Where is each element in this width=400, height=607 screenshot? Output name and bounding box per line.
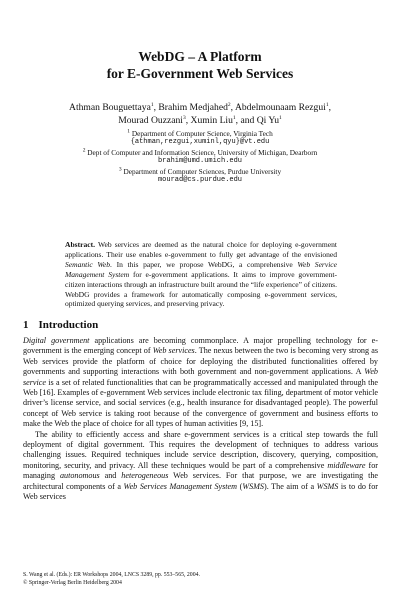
abstract-text: for e-government applications. It aims to improve government-citizen interactions through an infrastructure built around the “life experience” of citizens. WebDG provides a framework for automatically composing e-government services, optimized querying services, and preserving privacy. <box>65 269 337 309</box>
affiliation-mark: 1 <box>279 114 282 121</box>
affiliation-3 <box>0 167 400 176</box>
emphasis: Web service <box>23 367 378 387</box>
text: . The nexus between the two is becoming very strong as Web services provide the platform of choice for deploying the distributed functionalities offered by governments and supporting interactions with both government and non-government applications. A <box>23 346 378 377</box>
section-heading <box>23 319 98 331</box>
section-title: Introduction <box>38 319 99 331</box>
emphasis: autonomous <box>59 471 100 481</box>
affiliation-email: {athman,rezgui,xuminl,qyu}@vt.edu <box>130 138 270 147</box>
emphasis: WSMS <box>316 481 339 491</box>
copyright-line: © Springer-Verlag Berlin Heidelberg 2004 <box>23 579 122 586</box>
author-name: Athman Bouguettaya <box>69 102 151 113</box>
citation-line: S. Wang et al. (Eds.): ER Workshops 2004, LNCS 3289, pp. 553–565, 2004. <box>23 572 200 578</box>
emphasis: middleware <box>327 460 366 470</box>
affiliation-1 <box>0 129 400 138</box>
affiliation-mark: 1 <box>232 114 236 121</box>
affiliation-mark: 2 <box>82 147 86 154</box>
text: Web services. For that purpose, we are investigating the architectural components of a <box>23 471 378 491</box>
text: ( <box>237 481 243 491</box>
text: The ability to efficiently access and share e-government services is a critical step towards the full deployment of digital government. This requires the development of techniques to address various challenging issues. Required techniques include service description, discovery, querying, composition, monitoring, security, and privacy. All these techniques would be part of a comprehensive <box>23 429 378 470</box>
text: and <box>99 471 122 481</box>
title-line-1: WebDG – A Platform <box>138 49 262 64</box>
author-line-2: Mourad Ouzzani$^3$, Xumin Liu$^1$, and Qi Yu$^1$ <box>118 114 282 126</box>
text: is to do for Web services <box>23 481 378 502</box>
emphasis: WSMS <box>242 481 264 491</box>
page-footer <box>23 572 378 587</box>
affiliation-mark: 1 <box>127 128 130 135</box>
affiliation-name: Department of Computer Science, Virginia Tech <box>131 129 273 138</box>
text: is a set of related functionalities that can be programmatically accessed and manipulated through the Web [16]. Examples of e-government Web services include electronic tax filing, department of motor vehicle driver’s license service, and social services (e.g., health insurance for disadvantaged people). The powerful concept of Web service is taking root because of the convergence of government and business efforts to make the Web the place of choice for all types of human activities [9, 15]. <box>23 377 379 429</box>
affiliation-mark: 1 <box>325 101 329 108</box>
text: applications are becoming commonplace. A major propelling technology for e-government is the emerging concept of <box>23 336 378 356</box>
author-name: Qi Yu <box>256 115 280 126</box>
affiliation-email: mourad@cs.purdue.edu <box>157 176 242 185</box>
text: ). The aim of a <box>264 481 317 491</box>
affiliation-mark: 1 <box>150 101 154 108</box>
title-line-2: for E-Government Web Services <box>106 66 294 81</box>
abstract <box>65 240 337 309</box>
emphasis: Web Services Management System <box>123 481 238 491</box>
author-name: Brahim Medjahed <box>158 102 228 113</box>
affiliation-mark: 3 <box>182 114 186 121</box>
introduction-body <box>23 336 378 503</box>
text: for managing <box>23 460 378 481</box>
author-name: Xumin Liu <box>190 115 233 126</box>
emphasis: heterogeneous <box>121 471 169 481</box>
paragraph <box>23 430 378 503</box>
affiliation-name: Department of Computer Sciences, Purdue University <box>123 166 282 176</box>
affiliation-email: brahim@umd.umich.edu <box>157 157 242 166</box>
affiliation-2 <box>0 148 400 157</box>
author-list <box>0 101 400 127</box>
emphasis: Web services <box>152 346 195 356</box>
abstract-emphasis: Semantic Web <box>65 259 111 269</box>
paper-title <box>0 48 400 82</box>
abstract-label: Abstract. <box>65 240 95 249</box>
affiliation-mark: 2 <box>227 101 231 108</box>
author-line-1: Athman Bouguettaya$^1$, Brahim Medjahed$^2$, Abdelmounaam Rezgui$^1$, <box>69 101 331 113</box>
abstract-text: . In this paper, we propose WebDG, a comprehensive <box>110 259 293 269</box>
affiliation-block <box>0 129 400 185</box>
author-name: Mourad Ouzzani <box>118 115 183 126</box>
affiliation-name: Dept of Computer and Information Science, University of Michigan, Dearborn <box>87 147 318 157</box>
paragraph <box>23 336 378 430</box>
abstract-emphasis: Web Service Management System <box>65 259 338 279</box>
abstract-text: Web services are deemed as the natural choice for deploying e-government applications. Their use enables e-government to fully get advantage of the envisioned <box>65 240 337 259</box>
affiliation-mark: 3 <box>118 166 122 173</box>
emphasis: Digital government <box>23 336 90 345</box>
author-name: Abdelmounaam Rezgui <box>234 102 326 113</box>
section-number: 1 <box>23 319 29 331</box>
